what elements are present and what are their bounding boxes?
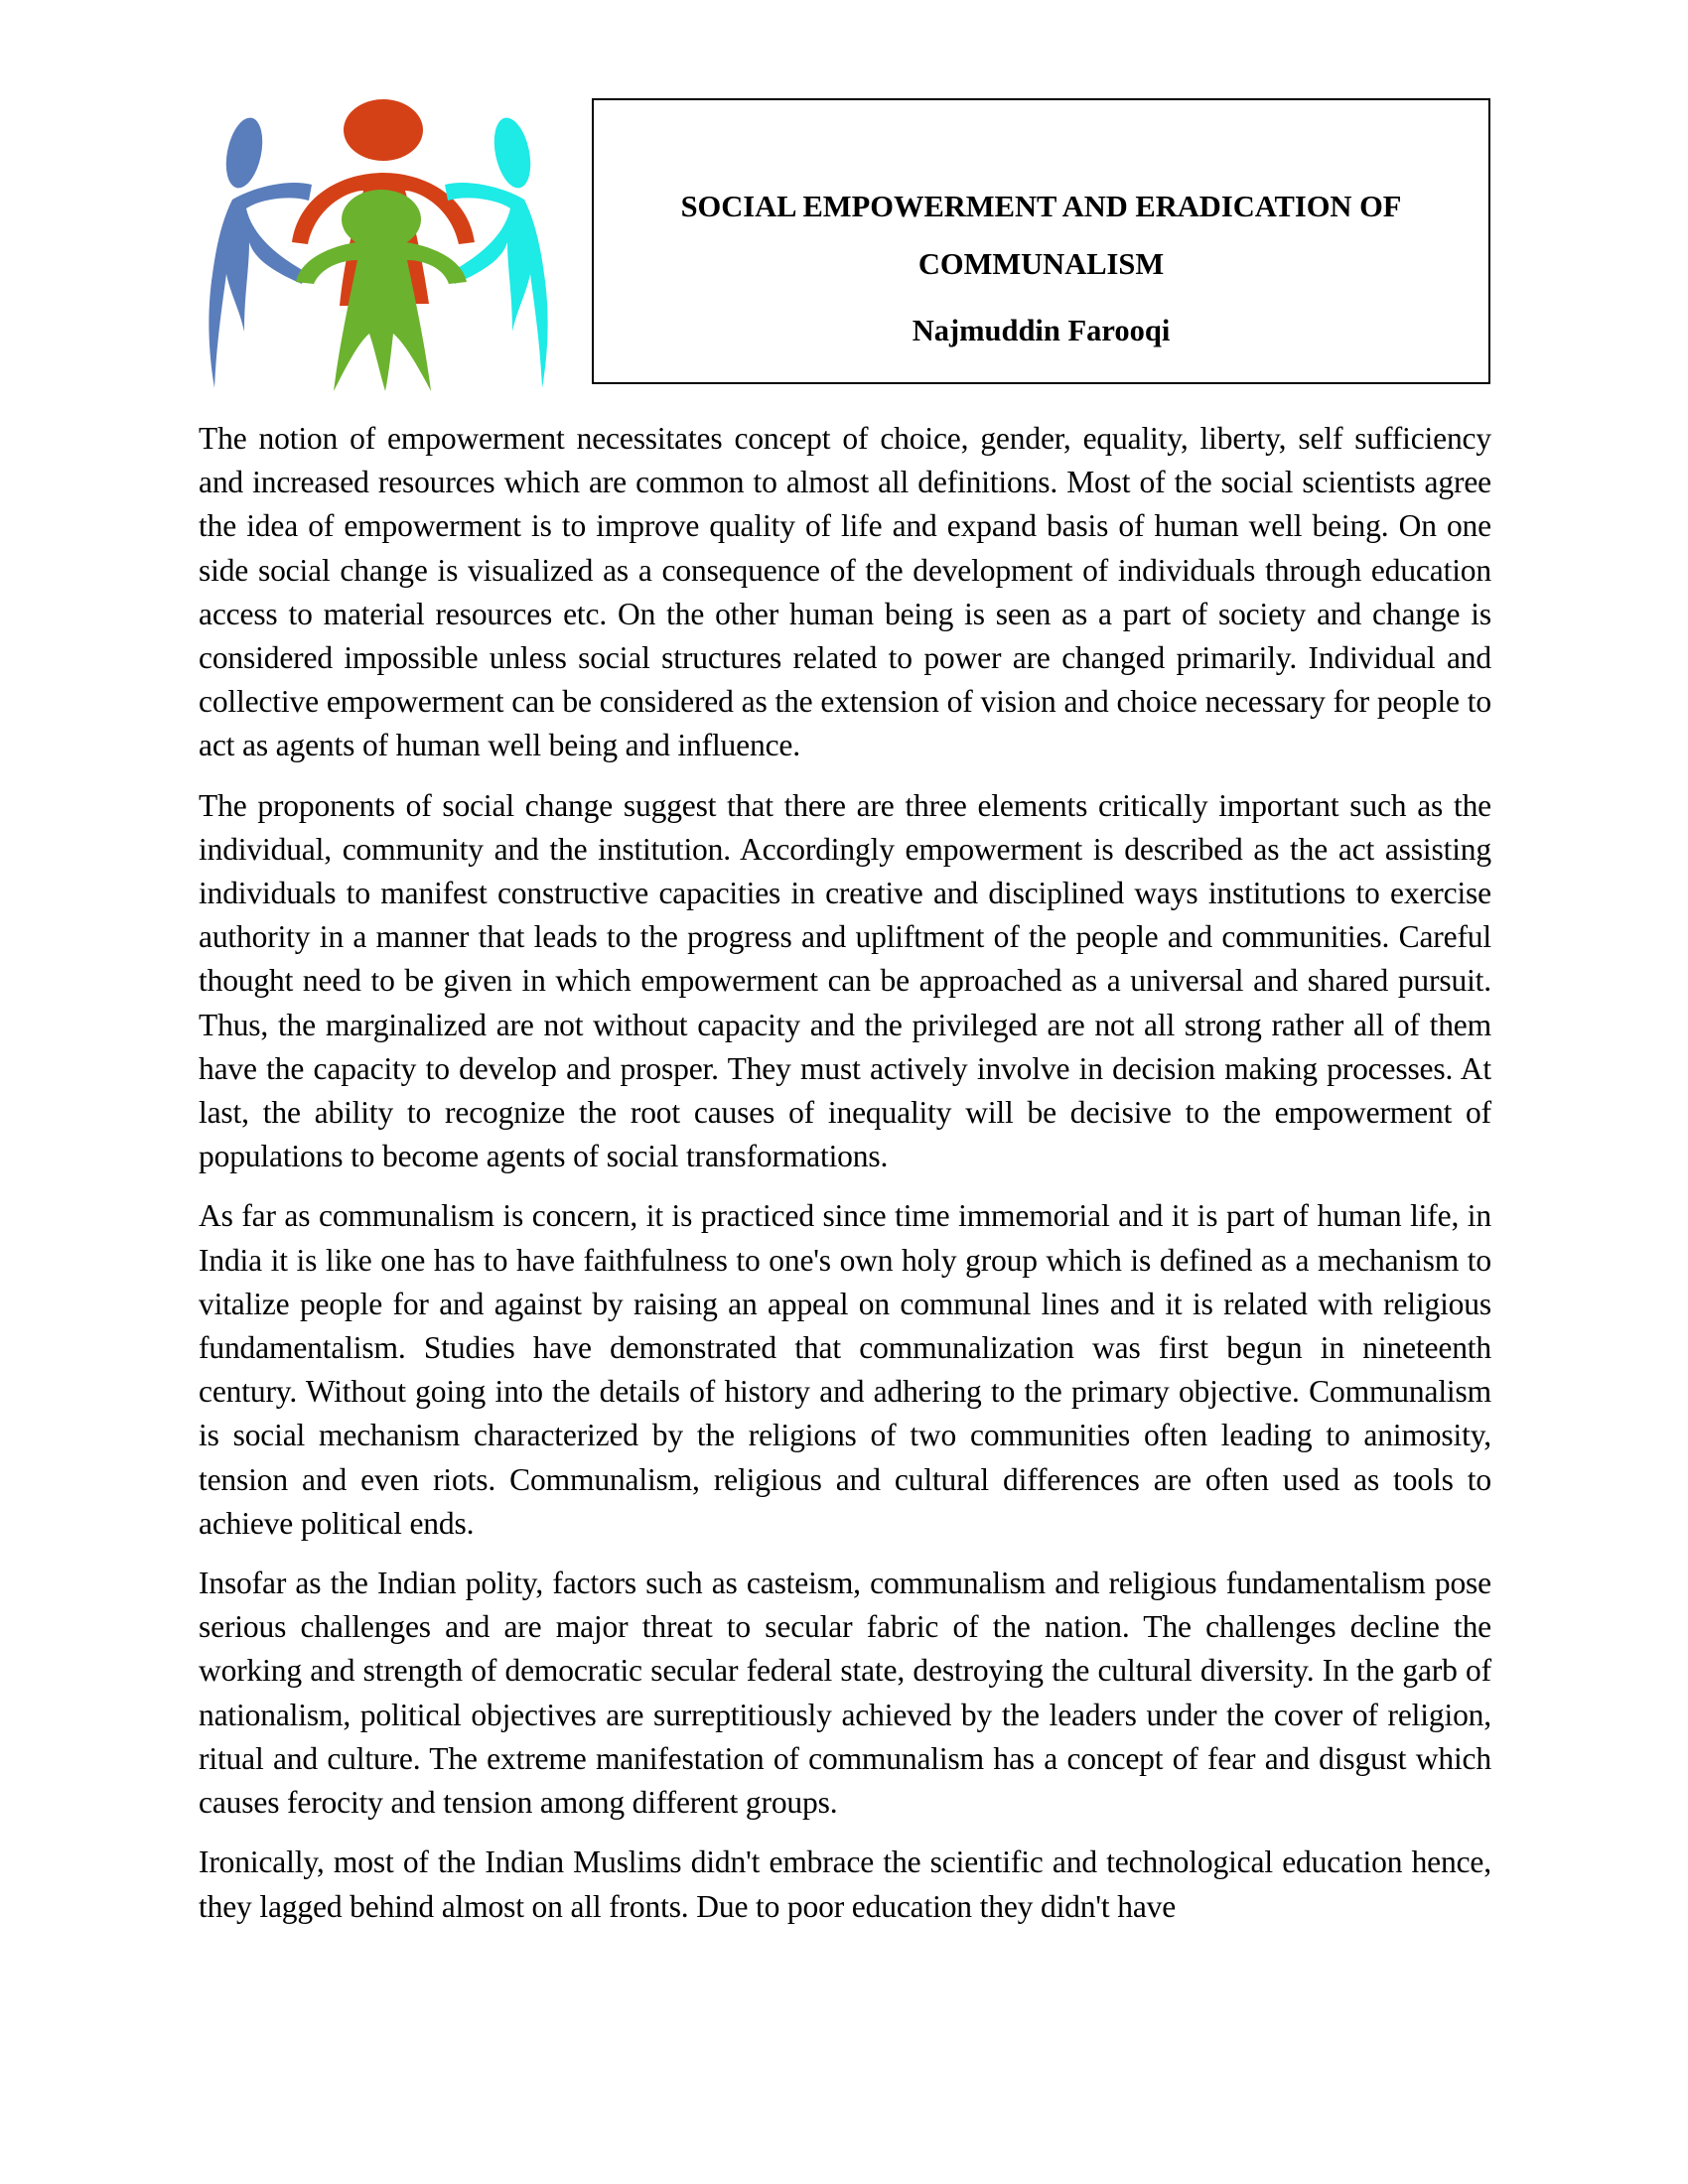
document-title-line-2: COMMUNALISM (917, 247, 1165, 281)
cyan-figure (445, 114, 548, 388)
title-block (594, 178, 1488, 354)
author-name: Najmuddin Farooqi (912, 314, 1171, 347)
people-circle-logo (195, 95, 564, 393)
paragraph-4: Insofar as the Indian polity, factors such as casteism, communalism and religious fundamentalism pose serious challenges and are major threat to secular fabric of the nation. The challenges decline the working and strength of democratic secular federal state, destroying the cultural diversity. In the garb of nationalism, political objectives are surreptitiously achieved by the leaders under the cover of religion, ritual and culture. The extreme manifestation of communalism has a concept of fear and disgust which causes ferocity and tension among different groups. (199, 1566, 1491, 1821)
document-title-line-1: SOCIAL EMPOWERMENT AND ERADICATION OF (680, 190, 1402, 223)
paragraph-3: As far as communalism is concern, it is practiced since time immemorial and it is part of human life, in India it is like one has to have faithfulness to one's own holy group which is defined as a mechanism to vitalize people for and against by raising an appeal on communal lines and it is related with religious fundamentalism. Studies have demonstrated that communalization was first begun in nineteenth century. Without going into the details of history and adhering to the primary objective. Communalism is social mechanism characterized by the religions of two communities often leading to animosity, tension and even riots. Communalism, religious and cultural differences are often used as tools to achieve political ends. (199, 1198, 1491, 1541)
paragraph-2: The proponents of social change suggest that there are three elements critically important such as the individual, community and the institution. Accordingly empowerment is described as the act assisting individuals to manifest constructive capacities in creative and disciplined ways institutions to exercise authority in a manner that leads to the progress and upliftment of the people and communities. Careful thought need to be given in which empowerment can be approached as a universal and shared pursuit. Thus, the marginalized are not without capacity and the privileged are not all strong rather all of them have the capacity to develop and prosper. They must actively involve in decision making processes. At last, the ability to recognize the root causes of inequality will be decisive to the empowerment of populations to become agents of social transformations. (199, 787, 1491, 1174)
paragraph-1: The notion of empowerment necessitates concept of choice, gender, equality, liberty, self sufficiency and increased resources which are common to almost all definitions. Most of the social scientists agree the idea of empowerment is to improve quality of life and expand basis of human well being. On one side social change is visualized as a consequence of the development of individuals through education access to material resources etc. On the other human being is seen as a part of society and change is considered impossible unless social structures related to power are changed primarily. Individual and collective empowerment can be considered as the extension of vision and choice necessary for people to act as agents of human well being and influence. (199, 421, 1491, 763)
green-figure (296, 190, 467, 391)
document-body (199, 417, 1491, 1945)
title-box (592, 98, 1490, 384)
people-holding-hands-icon (195, 95, 564, 393)
blue-figure (209, 114, 312, 388)
paragraph-5: Ironically, most of the Indian Muslims didn't embrace the scientific and technological education hence, they lagged behind almost on all fronts. Due to poor education they didn't have (199, 1844, 1491, 1924)
